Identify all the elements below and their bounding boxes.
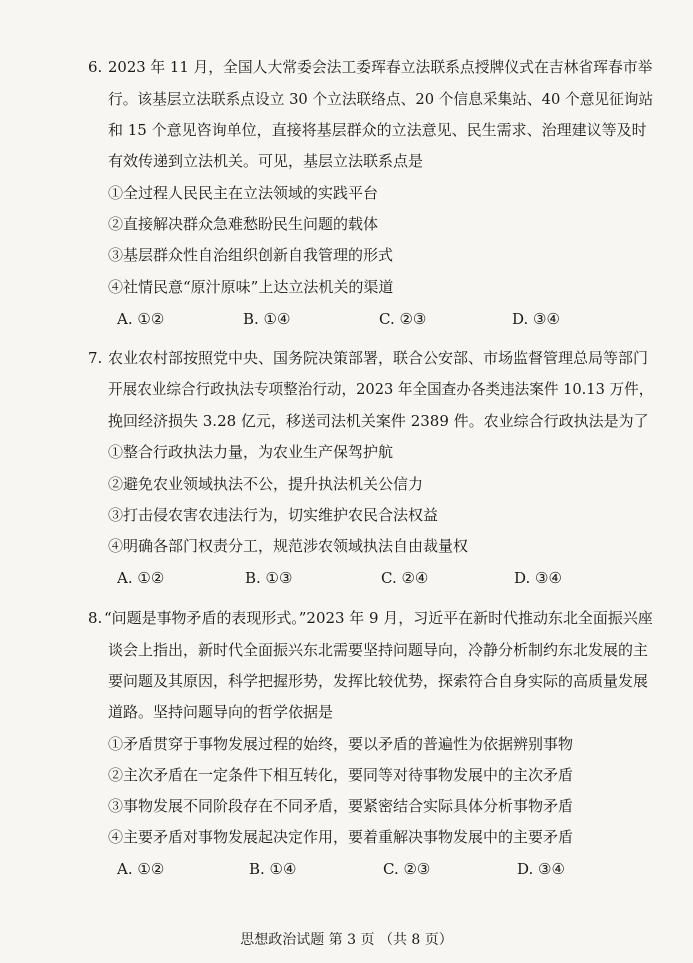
question-stem-line: 要问题及其原因，科学把握形势，发挥比较优势，探索符合自身实际的高质量发展 [108, 672, 649, 690]
statement: ④明确各部门权责分工，规范涉农领域执法自由裁量权 [108, 537, 469, 555]
question-number: 7. [88, 349, 103, 367]
statement: ②避免农业领域执法不公，提升执法机关公信力 [108, 475, 424, 493]
question-stem-line: 挽回经济损失 3.28 亿元，移送司法机关案件 2389 件。农业综合行政执法是为了 [108, 412, 649, 430]
question-stem-line: 2023 年 11 月，全国人大常委会法工委珲春立法联系点授牌仪式在吉林省珲春市举 [108, 58, 653, 76]
statement: ④主要矛盾对事物发展起决定作用，要着重解决事物发展中的主要矛盾 [108, 828, 574, 846]
statement: ①整合行政执法力量，为农业生产保驾护航 [108, 443, 394, 461]
statement: ②主次矛盾在一定条件下相互转化，要同等对待事物发展中的主次矛盾 [108, 766, 574, 784]
statement: ④社情民意“原汁原味”上达立法机关的渠道 [108, 278, 394, 296]
option-d: D. ③④ [512, 310, 560, 328]
option-d: D. ③④ [514, 569, 562, 587]
question-stem-line: 开展农业综合行政执法专项整治行动，2023 年全国查办各类违法案件 10.13 万件， [108, 380, 654, 398]
question-number: 6. [88, 58, 103, 76]
option-b: B. ①③ [245, 569, 293, 587]
option-a: A. ①② [117, 860, 165, 878]
page-footer: 思想政治试题 第 3 页 （共 8 页） [240, 932, 453, 948]
question-stem-line: 农业农村部按照党中央、国务院决策部署，联合公安部、市场监督管理总局等部门 [108, 349, 649, 367]
option-c: C. ②③ [379, 310, 427, 328]
question-stem-line: 和 15 个意见咨询单位，直接将基层群众的立法意见、民生需求、治理建议等及时 [108, 121, 647, 139]
option-a: A. ①② [117, 569, 165, 587]
question-stem-line: “问题是事物矛盾的表现形式。”2023 年 9 月，习近平在新时代推动东北全面振兴座 [104, 609, 653, 627]
option-c: C. ②④ [381, 569, 429, 587]
statement: ③基层群众性自治组织创新自我管理的形式 [108, 246, 394, 264]
statement: ③事物发展不同阶段存在不同矛盾，要紧密结合实际具体分析事物矛盾 [108, 797, 574, 815]
question-number: 8. [88, 609, 103, 627]
option-a: A. ①② [117, 310, 165, 328]
statement: ②直接解决群众急难愁盼民生问题的载体 [108, 215, 379, 233]
question-stem-line: 行。该基层立法联系点设立 30 个立法联络点、20 个信息采集站、40 个意见征询站 [108, 90, 654, 108]
option-b: B. ①④ [249, 860, 297, 878]
question-stem-line: 道路。坚持问题导向的哲学依据是 [108, 703, 334, 721]
question-stem-line: 有效传递到立法机关。可见，基层立法联系点是 [108, 152, 424, 170]
statement: ③打击侵农害农违法行为，切实维护农民合法权益 [108, 506, 439, 524]
statement: ①矛盾贯穿于事物发展过程的始终，要以矛盾的普遍性为依据辨别事物 [108, 735, 574, 753]
statement: ①全过程人民民主在立法领域的实践平台 [108, 184, 379, 202]
option-c: C. ②③ [383, 860, 431, 878]
question-stem-line: 谈会上指出，新时代全面振兴东北需要坚持问题导向，冷静分析制约东北发展的主 [108, 641, 649, 659]
option-d: D. ③④ [517, 860, 565, 878]
option-b: B. ①④ [243, 310, 291, 328]
